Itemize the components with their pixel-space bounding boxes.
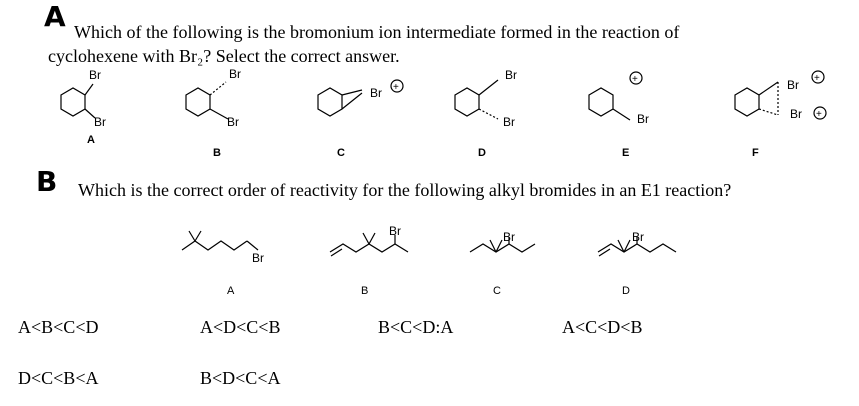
- molecule-b-chain: [330, 244, 408, 252]
- molecule-a-chain: [182, 241, 247, 250]
- structure-b-ring: [186, 88, 210, 116]
- structure-c-atom-2: +: [393, 82, 399, 93]
- structure-e-label: E: [622, 147, 630, 159]
- structure-a-ring: [61, 88, 85, 116]
- structure-c-ring: [318, 88, 342, 116]
- structure-d-label: D: [478, 147, 486, 159]
- part-a-question-line1: Which of the following is the bromonium ion intermediate formed in the reaction of: [74, 22, 680, 42]
- structure-c-atom-1: Br: [370, 86, 382, 100]
- answer-choice-5[interactable]: D<C<B<A: [18, 368, 99, 388]
- structure-f-label: F: [752, 147, 759, 159]
- answer-choice-1[interactable]: A<B<C<D: [18, 317, 99, 337]
- structure-f-atom-4: +: [816, 109, 822, 120]
- structure-b-atom-1: Br: [229, 67, 241, 81]
- structure-e-atom-2: Br: [637, 112, 649, 126]
- structure-f-atom-3: Br: [790, 107, 802, 121]
- structure-e-atom-1: +: [632, 74, 638, 85]
- structure-d-atom-1: Br: [505, 68, 517, 82]
- answer-choice-6[interactable]: B<D<C<A: [200, 368, 281, 388]
- structure-b-label: B: [213, 147, 221, 159]
- part-a-marker: A: [44, 0, 66, 33]
- structure-a-atom-1: Br: [89, 68, 101, 82]
- answer-choice-2[interactable]: A<D<C<B: [200, 317, 281, 337]
- structure-e-ring: [589, 88, 613, 116]
- part-b-question: Which is the correct order of reactivity for the following alkyl bromides in an E1 reaction?: [78, 180, 732, 200]
- molecule-d-chain: [598, 244, 676, 252]
- structure-f-ring: [735, 88, 759, 116]
- structure-d-ring: [455, 88, 479, 116]
- structure-a-label: A: [87, 134, 95, 146]
- molecule-b-atom: Br: [389, 224, 401, 238]
- structure-f-atom-2: +: [814, 73, 820, 84]
- molecule-c-label: C: [493, 285, 501, 297]
- molecule-a-atom: Br: [252, 251, 264, 265]
- answer-choice-4[interactable]: A<C<D<B: [562, 317, 643, 337]
- structure-d-atom-2: Br: [503, 115, 515, 129]
- structure-a-atom-2: Br: [94, 115, 106, 129]
- molecule-c-chain: [470, 244, 535, 252]
- structure-b-atom-2: Br: [227, 115, 239, 129]
- part-a-question-line2: cyclohexene with Br₂? Select the correct answer.: [48, 46, 400, 66]
- molecule-d-label: D: [622, 285, 630, 297]
- molecule-b-label: B: [361, 285, 369, 297]
- structure-f-atom-1: Br: [787, 78, 799, 92]
- molecule-a-label: A: [227, 285, 235, 297]
- part-b-marker: B: [36, 165, 58, 198]
- molecule-d-atom: Br: [632, 230, 644, 244]
- structure-c-label: C: [337, 147, 345, 159]
- molecule-c-atom: Br: [503, 230, 515, 244]
- answer-choice-3[interactable]: B<C<D:A: [378, 317, 454, 337]
